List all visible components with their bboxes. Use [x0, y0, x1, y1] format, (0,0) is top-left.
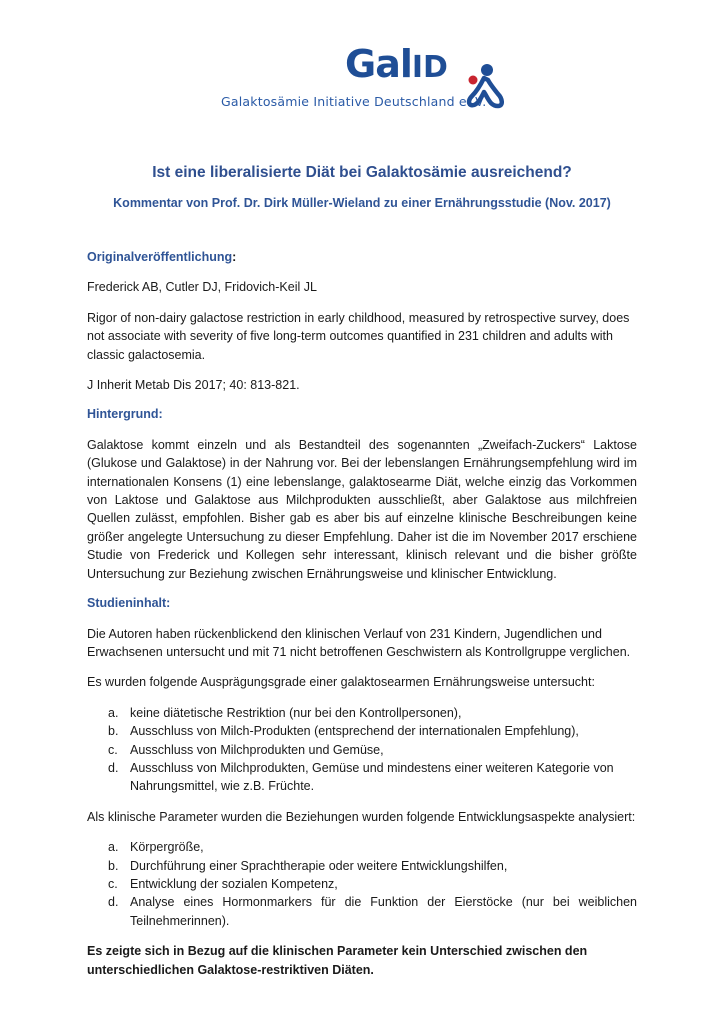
document-body: [87, 248, 637, 979]
page-subtitle: Kommentar von Prof. Dr. Dirk Müller-Wieland zu einer Ernährungsstudie (Nov. 2017): [113, 196, 611, 210]
list-marker: a.: [108, 705, 119, 720]
list-marker: b.: [108, 858, 119, 873]
list-marker: c.: [108, 876, 118, 891]
heading-original-publication-text: Originalveröffentlichung: [87, 250, 233, 264]
list-marker: c.: [108, 742, 118, 757]
authors: Frederick AB, Cutler DJ, Fridovich-Keil JL: [87, 280, 317, 295]
list-item-text: Analyse eines Hormonmarkers für die Funktion der Eierstöcke (nur bei weiblichen Teilnehmerinnen).: [130, 895, 637, 928]
diet-intro: Es wurden folgende Ausprägungsgrade einer galaktosearmen Ernährungsweise untersucht:: [87, 675, 595, 690]
list-item: [87, 875, 637, 893]
list-item: [87, 893, 637, 930]
list-item: [87, 759, 637, 796]
list-marker: d.: [108, 895, 119, 910]
heading-colon: :: [232, 250, 237, 264]
page-title: Ist eine liberalisierte Diät bei Galaktosämie ausreichend?: [152, 164, 572, 181]
list-item-text: Körpergröße,: [130, 840, 204, 855]
list-marker: d.: [108, 760, 119, 775]
params-intro: Als klinische Parameter wurden die Beziehungen wurden folgende Entwicklungsaspekte analysiert:: [87, 809, 636, 824]
list-item-text: Ausschluss von Milchprodukten und Gemüse,: [130, 742, 384, 757]
list-item-text: Entwicklung der sozialen Kompetenz,: [130, 876, 338, 891]
diet-list: [87, 704, 637, 796]
list-item: [87, 722, 637, 740]
galid-logo: [221, 22, 506, 117]
list-item-text: keine diätetische Restriktion (nur bei den Kontrollpersonen),: [130, 705, 462, 720]
list-item: [87, 857, 637, 875]
list-item: [87, 741, 637, 759]
study-intro-paragraph: Die Autoren haben rückenblickend den klinischen Verlauf von 231 Kindern, Jugendlichen und Erwachsenen untersucht und mit 71 nicht betroffenen Geschwistern als Kontrollgruppe verglichen.: [87, 626, 631, 659]
article-title: Rigor of non-dairy galactose restriction in early childhood, measured by retrospective survey, does not associate with severity of five long-term outcomes quantified in 231 children and adults with classic galactosemia.: [87, 310, 630, 362]
heading-original-publication: [87, 248, 637, 266]
list-item: [87, 704, 637, 722]
heading-background: Hintergrund:: [87, 407, 163, 422]
logo-wordmark-id: ID: [411, 50, 448, 85]
logo-wordmark: [345, 44, 448, 88]
person-figure-logo-icon: [460, 62, 504, 110]
citation: J Inherit Metab Dis 2017; 40: 813-821.: [87, 378, 300, 393]
list-item: [87, 838, 637, 856]
background-paragraph: Galaktose kommt einzeln und als Bestandteil des sogenannten „Zweifach-Zuckers“ Laktose (Glukose und Galaktose) in der Nahrung vor. Bei der lebenslangen Ernährungsempfehlung wird im internationalen Konsens (1) eine lebenslange, galaktosearme Diät, welche einzig das Vorkommen von Laktose und Galaktose aus Milchprodukten ausschließt, aber Galaktose aus milchfreien Quellen zulässt, empfohlen. Bisher gab es aber bis auf einzelne klinische Beschreibungen keine größer angelegte Untersuchung zu dieser Empfehlung. Daher ist die im November 2017 erschiene Studie von Frederick und Kollegen sehr interessant, klinisch relevant und die bisher größte Untersuchung zur Beziehung zwischen Ernährungsweise und klinischer Entwicklung.: [87, 437, 637, 581]
list-marker: a.: [108, 840, 119, 855]
list-marker: b.: [108, 724, 119, 739]
conclusion-paragraph: Es zeigte sich in Bezug auf die klinischen Parameter kein Unterschied zwischen den unterschiedlichen Galaktose-restriktiven Diäten.: [87, 944, 588, 977]
list-item-text: Ausschluss von Milchprodukten, Gemüse und mindestens einer weiteren Kategorie von Nahrungsmittel, wie z.B. Früchte.: [130, 760, 614, 794]
list-item-text: Durchführung einer Sprachtherapie oder weitere Entwicklungshilfen,: [130, 858, 508, 873]
list-item-text: Ausschluss von Milch-Produkten (entsprechend der internationalen Empfehlung),: [130, 724, 579, 739]
logo-wordmark-gal: Gal: [345, 42, 412, 86]
params-list: [87, 838, 637, 930]
logo-tagline: Galaktosämie Initiative Deutschland e. V.: [221, 94, 487, 109]
heading-study-content: Studieninhalt:: [87, 596, 171, 611]
